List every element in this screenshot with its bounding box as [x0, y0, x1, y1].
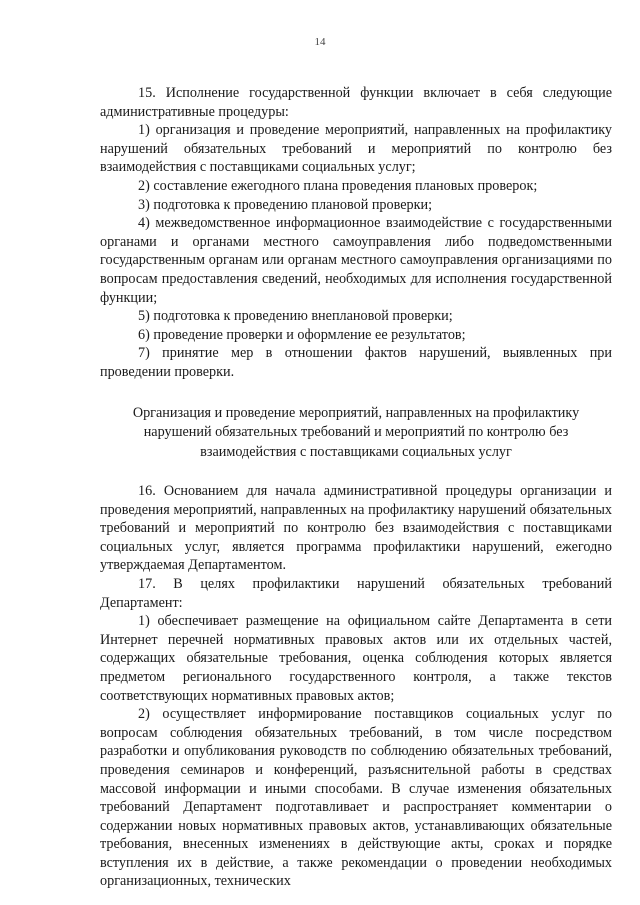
list-item: 7) принятие мер в отношении фактов нарушений, выявленных при проведении проверки. — [100, 345, 612, 380]
list-item: 5) подготовка к проведению внеплановой проверки; — [138, 308, 453, 325]
section-heading — [100, 404, 612, 463]
section-15-intro: 15. Исполнение государственной функции включает в себя следующие административные процедуры: — [100, 85, 612, 120]
list-item: 2) составление ежегодного плана проведения плановых проверок; — [138, 177, 538, 194]
section-heading-line: взаимодействия с поставщиками социальных услуг — [200, 443, 512, 460]
list-item: 6) проведение проверки и оформление ее результатов; — [138, 326, 466, 343]
document-body — [100, 84, 612, 891]
list-item: 1) организация и проведение мероприятий, направленных на профилактику нарушений обязательных требований и мероприятий по контролю без взаимодействия с поставщиками социальных услуг; — [100, 122, 612, 176]
list-item: 1) обеспечивает размещение на официальном сайте Департамента в сети Интернет перечней нормативных правовых актов или их отдельных частей, содержащих обязательные требования, оценка соблюдения которых является предметом регионального государственного контроля, а также текстов соответствующих нормативных правовых актов; — [100, 613, 612, 704]
section-17-intro: 17. В целях профилактики нарушений обязательных требований Департамент: — [100, 575, 612, 611]
page-number: 14 — [314, 36, 326, 48]
list-item: 4) межведомственное информационное взаимодействие с государственными органами и органами местного самоуправления либо подведомственными государственным органам или органам местного самоуправления организациями по вопросам предоставления сведений, необходимых для исполнения государственной функции; — [100, 215, 612, 306]
section-16-text: 16. Основанием для начала административной процедуры организации и проведения мероприятий, направленных на профилактику нарушений обязательных требований и мероприятий по контролю без взаимодействия с поставщиками социальных услуг, является программа профилактики нарушений, ежегодно утверждаемая Департаментом. — [100, 483, 612, 574]
section-heading-line: Организация и проведение мероприятий, направленных на профилактику — [132, 404, 580, 421]
list-item: 2) осуществляет информирование поставщиков социальных услуг по вопросам соблюдения обязательных требований, в том числе посредством разработки и опубликования руководств по соблюдению обязательных требований, проведения семинаров и конференций, разъяснительной работы в средствах массовой информации и иными способами. В случае изменения обязательных требований Департамент подготавливает и распространяет комментарии о содержании новых нормативных правовых актов, устанавливающих обязательные требования, внесенных изменениях в действующие акты, сроках и порядке вступления их в действие, а также рекомендации о проведении необходимых организационных, технических — [100, 706, 612, 890]
section-heading-line: нарушений обязательных требований и мероприятий по контролю без — [143, 424, 569, 440]
list-item: 3) подготовка к проведению плановой проверки; — [138, 196, 433, 213]
